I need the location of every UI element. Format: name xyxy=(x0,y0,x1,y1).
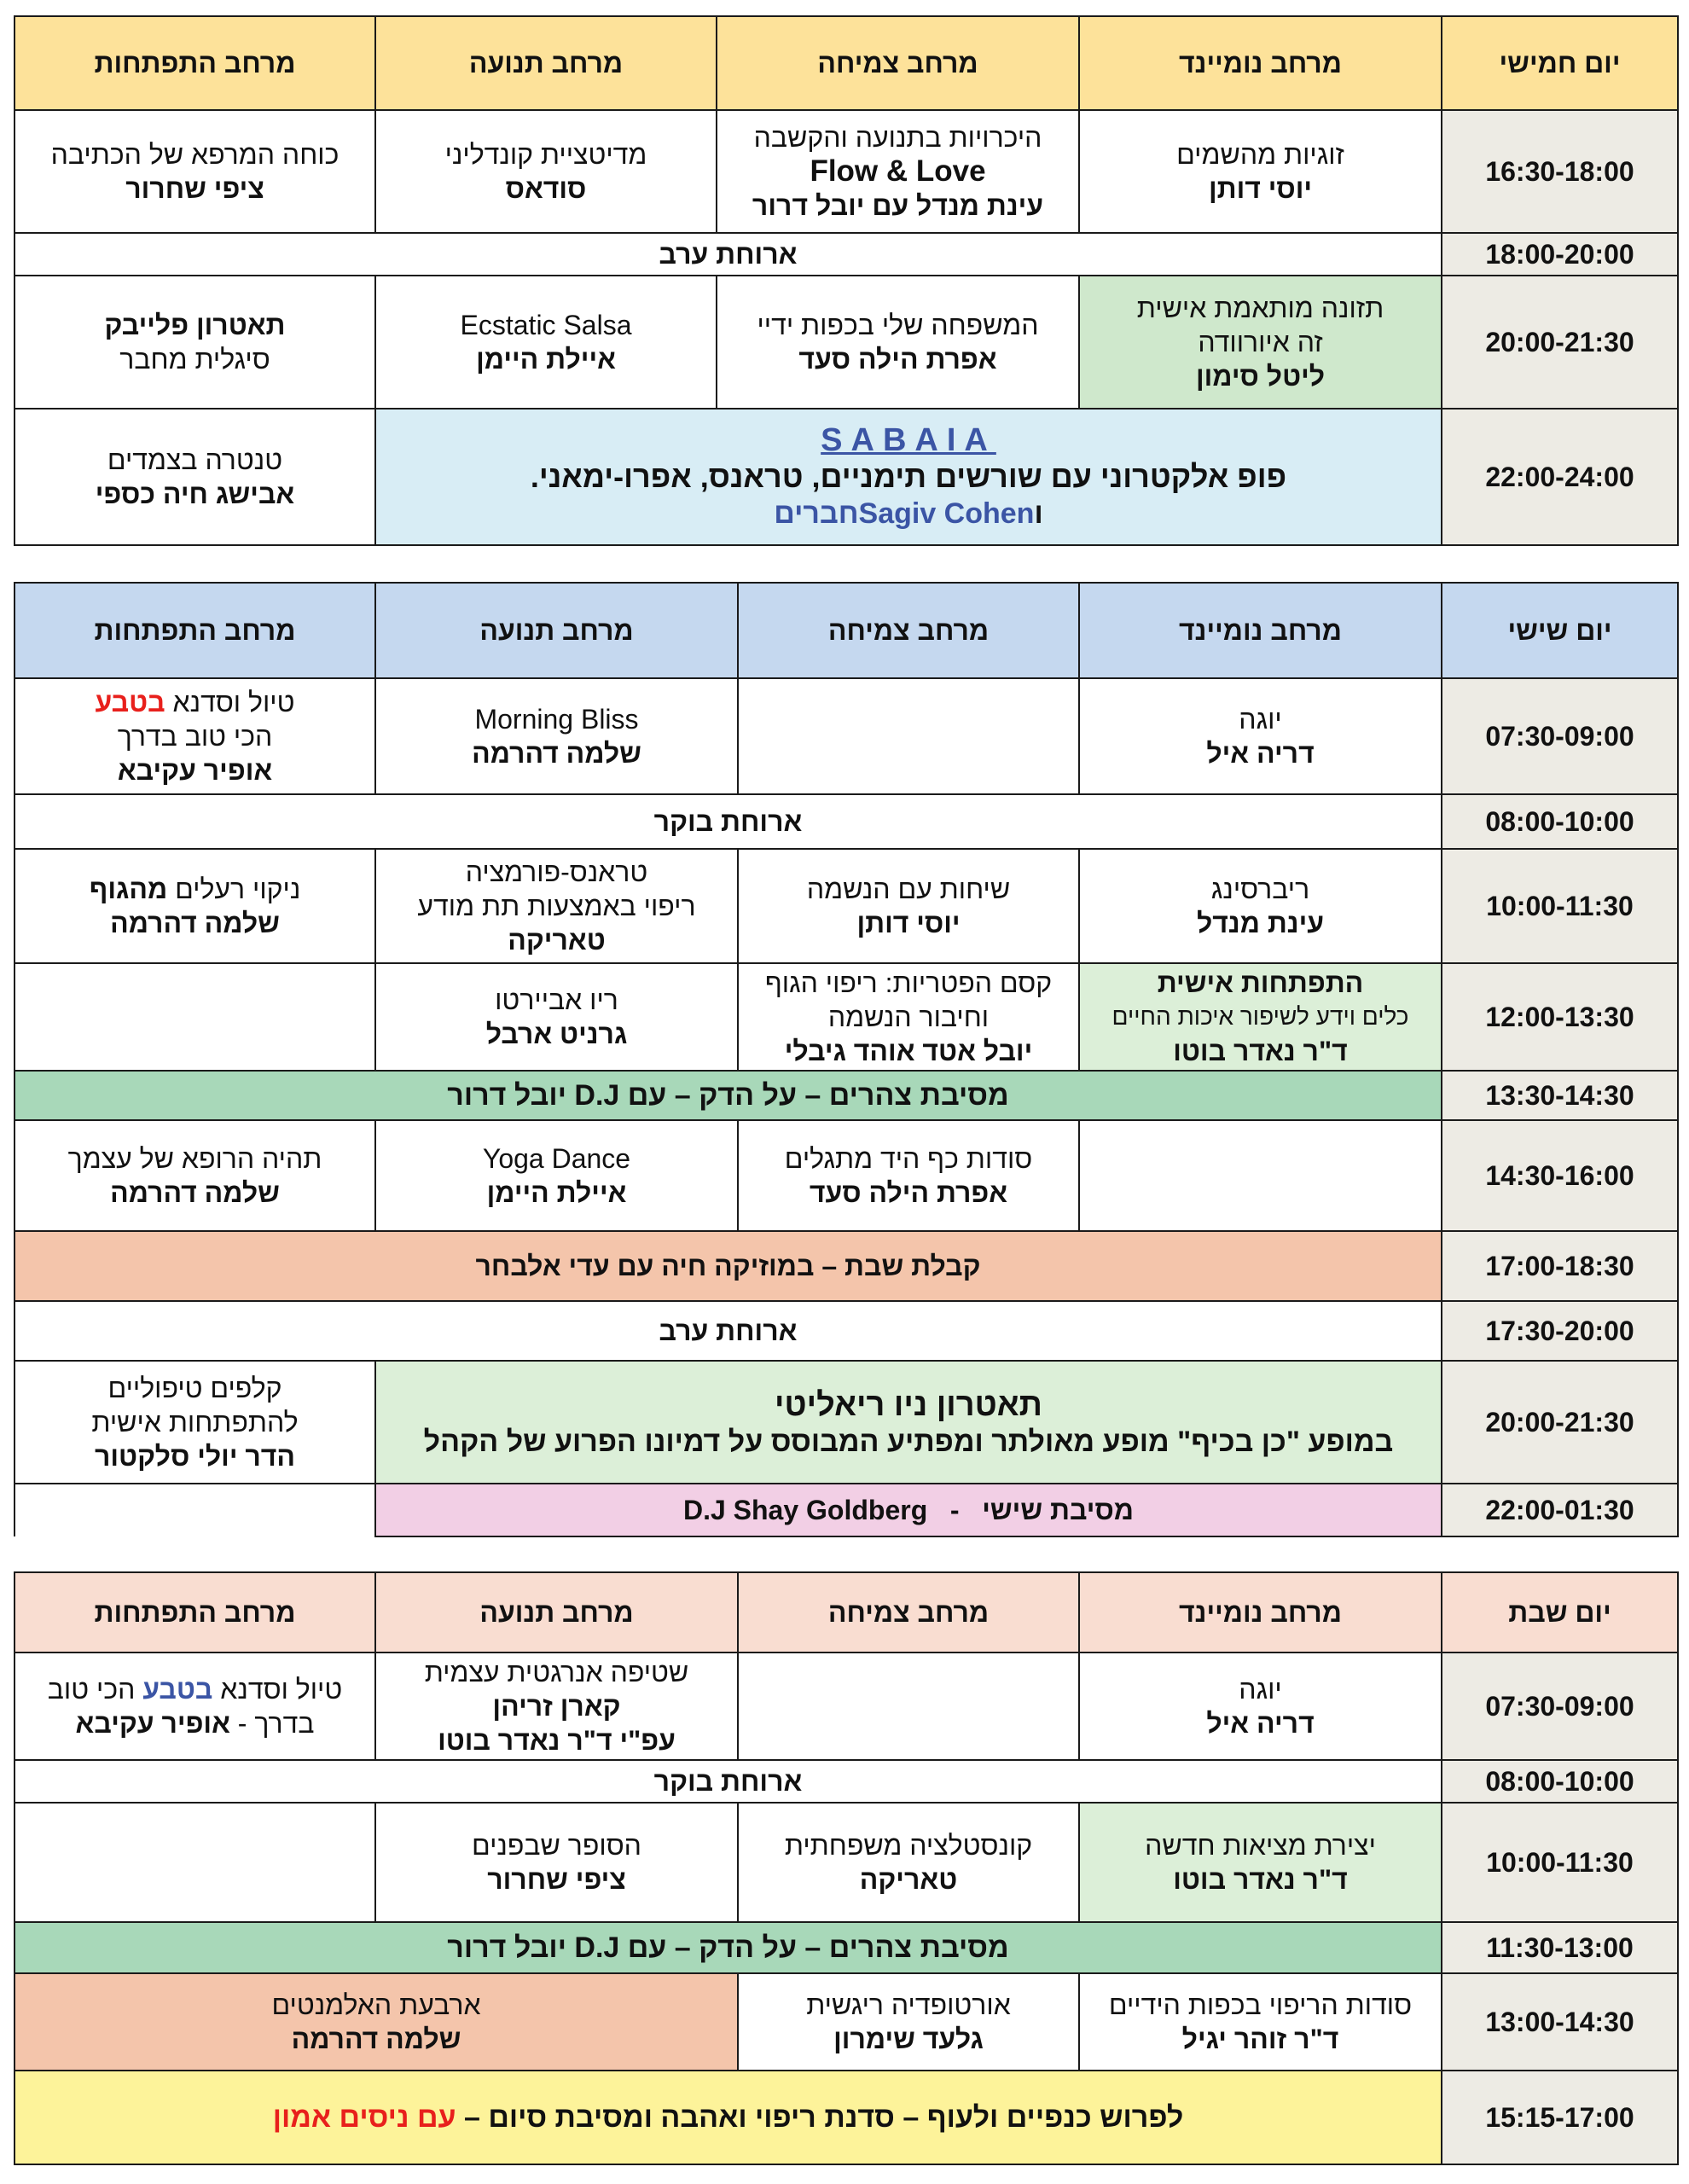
session-cell xyxy=(375,963,738,1071)
session-title xyxy=(22,1672,368,1706)
sabaia-show-cell xyxy=(375,409,1442,545)
party-name: מסיבת שישי xyxy=(982,1495,1135,1525)
session-host: סודאס xyxy=(505,173,587,204)
session-title: המשפחה שלי בכפות ידיי xyxy=(757,310,1039,340)
show-title: תאטרון ניו ריאליטי xyxy=(775,1387,1042,1423)
session-cell xyxy=(15,1361,375,1484)
session-host: ציפי שחרור xyxy=(487,1864,626,1895)
time-slot: 17:00-18:30 xyxy=(1442,1231,1678,1301)
space-header-movement: מרחב תנועה xyxy=(375,1572,738,1653)
session-title: תאטרון פלייבק xyxy=(104,310,286,340)
performers-prefix: ו xyxy=(1034,497,1043,530)
title-text: הכי טוב xyxy=(47,1674,143,1705)
session-title: סודות כף היד מתגלים xyxy=(784,1143,1033,1174)
empty-cell xyxy=(1079,1120,1442,1231)
shabbat-cell: קבלת שבת – במוזיקה חיה עם עדי אלבחר xyxy=(15,1231,1442,1301)
space-header-development: מרחב התפתחות xyxy=(15,583,375,678)
session-host: הדר יולי סלקטור xyxy=(94,1441,296,1472)
session-host: ציפי שחרור xyxy=(125,173,264,204)
session-title: טראנס-פורמציה xyxy=(465,857,648,887)
space-header-movement: מרחב תנועה xyxy=(375,583,738,678)
session-host: אבישג חיה כספי xyxy=(95,479,295,509)
session-title: אורטופדיה ריגשית xyxy=(806,1989,1011,2020)
space-header-development: מרחב התפתחות xyxy=(15,16,375,110)
session-host: איילת היימן xyxy=(486,1177,627,1208)
party-cell: מסיבת צהרים – על הדק – עם D.J יובל דרור xyxy=(15,1922,1442,1973)
day-header: יום חמישי xyxy=(1442,16,1678,110)
highlight-word: מהגוף xyxy=(89,874,168,904)
session-host: יובל אטד אוהד גיבלי xyxy=(784,1036,1033,1066)
space-header-movement: מרחב תנועה xyxy=(375,16,717,110)
table-row xyxy=(15,1973,1678,2071)
time-slot: 16:30-18:00 xyxy=(1442,110,1678,233)
table-row xyxy=(15,1231,1678,1301)
session-cell xyxy=(1079,276,1442,409)
session-title: סודות הריפוי בכפות הידיים xyxy=(1108,1989,1413,2020)
saturday-header-row xyxy=(15,1572,1678,1653)
session-host: עינת מנדל xyxy=(1196,908,1325,938)
session-cell xyxy=(375,110,717,233)
meal-cell: ארוחת בוקר xyxy=(15,1760,1442,1803)
session-host: גלעד שימרון xyxy=(833,2024,984,2054)
session-host: שלמה דהרמה xyxy=(291,2024,461,2054)
session-cell xyxy=(15,1653,375,1760)
session-host: יוסי דותן xyxy=(856,908,961,938)
session-cell xyxy=(375,678,738,794)
session-cell xyxy=(375,276,717,409)
session-subtitle: הכי טוב בדרך xyxy=(117,721,273,752)
session-title: קסם הפטריות: ריפוי הגוף xyxy=(764,967,1053,998)
closing-party-cell xyxy=(15,2071,1442,2164)
table-row xyxy=(15,678,1678,794)
session-cell xyxy=(1079,1803,1442,1922)
session-title: קלפים טיפוליים xyxy=(107,1373,282,1403)
session-cell xyxy=(375,1803,738,1922)
highlight-word: בטבע xyxy=(95,687,165,717)
table-row xyxy=(15,233,1678,276)
thursday-header-row xyxy=(15,16,1678,110)
session-title: ארבעת האלמנטים xyxy=(271,1989,481,2020)
show-description: פופ אלקטרוני עם שורשים תימניים, טראנס, אפרו-ימאני. xyxy=(530,459,1287,494)
empty-cell xyxy=(15,1803,375,1922)
session-title xyxy=(22,872,368,906)
day-header: יום שבת xyxy=(1442,1572,1678,1653)
time-slot: 20:00-21:30 xyxy=(1442,276,1678,409)
session-title: Morning Bliss xyxy=(474,704,639,735)
session-cell xyxy=(15,110,375,233)
session-subtitle: וחיבור הנשמה xyxy=(827,1002,990,1032)
session-host: שלמה דהרמה xyxy=(110,1177,280,1208)
session-host: שלמה דהרמה xyxy=(472,738,641,769)
session-cell xyxy=(375,849,738,963)
space-header-nomind: מרחב נומיינד xyxy=(1079,16,1442,110)
session-host: ד"ר זוהר יגיל xyxy=(1181,2024,1339,2054)
session-cell xyxy=(1079,678,1442,794)
session-subtitle: ריפוי באמצעות תת מודע xyxy=(417,891,696,921)
session-cell xyxy=(15,678,375,794)
session-cell xyxy=(375,1120,738,1231)
session-cell xyxy=(375,1653,738,1760)
session-title: שטיפה אנרגטית עצמית xyxy=(424,1657,689,1687)
session-title: כוחה המרפא של הכתיבה xyxy=(50,139,340,170)
closing-text: לפרוש כנפיים ולעוף – סדנת ריפוי ואהבה ומסיבת סיום – xyxy=(456,2101,1184,2134)
session-cell xyxy=(15,409,375,545)
session-title: יצירת מציאות חדשה xyxy=(1145,1830,1376,1861)
title-text: ניקוי רעלים xyxy=(167,874,301,904)
title-text: טיול וסדנא xyxy=(165,687,295,717)
session-host: אופיר עקיבא xyxy=(117,755,273,786)
session-title: טנטרה בצמדים xyxy=(107,444,283,475)
session-host: טאריקה xyxy=(508,925,606,956)
closing-host: עם ניסים אמון xyxy=(272,2101,456,2134)
time-slot: 15:15-17:00 xyxy=(1442,2071,1678,2164)
table-row xyxy=(15,794,1678,849)
session-title: Ecstatic Salsa xyxy=(460,310,632,340)
session-credit: עפ"י ד"ר נאדר בוטו xyxy=(438,1725,676,1756)
sabaia-link[interactable]: SABAIA xyxy=(821,422,996,458)
table-row xyxy=(15,1922,1678,1973)
session-subtitle: להתפתחות אישית xyxy=(91,1407,299,1438)
session-cell xyxy=(738,1803,1079,1922)
session-host: אפרת הילה סעד xyxy=(809,1177,1008,1208)
table-row xyxy=(15,2071,1678,2164)
time-slot: 22:00-01:30 xyxy=(1442,1484,1678,1536)
session-title: ריברסינג xyxy=(1210,874,1310,904)
session-host: טאריקה xyxy=(859,1864,958,1895)
time-slot: 14:30-16:00 xyxy=(1442,1120,1678,1231)
friday-schedule-table xyxy=(14,582,1679,1537)
session-cell xyxy=(738,849,1079,963)
session-title: ריו אביירטו xyxy=(495,985,618,1015)
performer-name: Sagiv Cohen xyxy=(858,497,1035,530)
highlight-word: בטבע xyxy=(142,1674,213,1705)
thursday-schedule-table xyxy=(14,15,1679,546)
session-subtitle: זה איורוודה xyxy=(1198,327,1323,357)
time-slot: 08:00-10:00 xyxy=(1442,1760,1678,1803)
table-row xyxy=(15,849,1678,963)
session-host: יוסי דותן xyxy=(1208,173,1313,204)
meal-cell: ארוחת בוקר xyxy=(15,794,1442,849)
session-title: תזונה מותאמת אישית xyxy=(1136,293,1384,323)
space-header-growth: מרחב צמיחה xyxy=(738,1572,1079,1653)
friday-header-row xyxy=(15,583,1678,678)
session-title: יוגה xyxy=(1239,704,1282,735)
session-cell xyxy=(738,1120,1079,1231)
session-cell xyxy=(1079,963,1442,1071)
session-title: הסופר שבפנים xyxy=(472,1830,641,1861)
time-slot: 10:00-11:30 xyxy=(1442,1803,1678,1922)
session-title xyxy=(22,685,368,719)
session-host: אופיר עקיבא xyxy=(75,1708,230,1739)
table-row xyxy=(15,1653,1678,1760)
session-host-line xyxy=(22,1706,368,1740)
time-slot: 07:30-09:00 xyxy=(1442,678,1678,794)
session-host: אפרת הילה סעד xyxy=(798,344,997,375)
time-slot: 20:00-21:30 xyxy=(1442,1361,1678,1484)
session-cell xyxy=(738,1973,1079,2071)
show-performers xyxy=(383,497,1434,531)
title-text: בדרך - xyxy=(229,1708,315,1739)
time-slot: 13:30-14:30 xyxy=(1442,1071,1678,1120)
table-row xyxy=(15,1120,1678,1231)
session-title: שיחות עם הנשמה xyxy=(806,874,1011,904)
session-title: יוגה xyxy=(1239,1674,1282,1705)
session-cell xyxy=(717,276,1079,409)
saturday-schedule-table xyxy=(14,1571,1679,2165)
empty-cell xyxy=(15,1484,375,1536)
session-cell xyxy=(717,110,1079,233)
time-slot: 11:30-13:00 xyxy=(1442,1922,1678,1973)
empty-cell xyxy=(738,678,1079,794)
meal-cell: ארוחת ערב xyxy=(15,233,1442,276)
session-cell xyxy=(1079,849,1442,963)
time-slot: 22:00-24:00 xyxy=(1442,409,1678,545)
session-cell xyxy=(1079,110,1442,233)
session-cell xyxy=(1079,1973,1442,2071)
session-host: גרניט ארבל xyxy=(485,1019,628,1049)
table-row xyxy=(15,409,1678,545)
time-slot: 08:00-10:00 xyxy=(1442,794,1678,849)
table-row xyxy=(15,110,1678,233)
show-description: במופע "כן בכיף" מופע מאולתר ומפתיע המבוסס על דמיונו הפרוע של הקהל xyxy=(423,1426,1394,1458)
session-host: ד"ר נאדר בוטו xyxy=(1173,1864,1348,1895)
session-title: קונסטלציה משפחתית xyxy=(784,1830,1033,1861)
session-title: זוגיות מהשמים xyxy=(1176,139,1344,170)
table-row xyxy=(15,1803,1678,1922)
table-row xyxy=(15,1484,1678,1536)
time-slot: 10:00-11:30 xyxy=(1442,849,1678,963)
empty-cell xyxy=(738,1653,1079,1760)
session-subtitle: כלים וידע לשיפור איכות החיים xyxy=(1111,1003,1409,1030)
friday-party-cell: מסיבת שישי - D.J Shay Goldberg xyxy=(375,1484,1442,1536)
table-row xyxy=(15,963,1678,1071)
session-title: התפתחות אישית xyxy=(1157,967,1364,998)
time-slot: 07:30-09:00 xyxy=(1442,1653,1678,1760)
performers-suffix: חברים xyxy=(774,497,859,530)
table-row xyxy=(15,1301,1678,1361)
time-slot: 18:00-20:00 xyxy=(1442,233,1678,276)
table-row xyxy=(15,1071,1678,1120)
session-host: סיגלית מחבר xyxy=(119,344,270,375)
time-slot: 12:00-13:30 xyxy=(1442,963,1678,1071)
space-header-growth: מרחב צמיחה xyxy=(717,16,1079,110)
time-slot: 13:00-14:30 xyxy=(1442,1973,1678,2071)
table-row xyxy=(15,1361,1678,1484)
day-header: יום שישי xyxy=(1442,583,1678,678)
session-host: שלמה דהרמה xyxy=(110,908,280,938)
space-header-development: מרחב התפתחות xyxy=(15,1572,375,1653)
session-cell xyxy=(15,276,375,409)
session-title: תהיה הרופא של עצמך xyxy=(67,1143,322,1174)
dj-name: D.J Shay Goldberg xyxy=(682,1495,928,1525)
session-host: קארן זריהן xyxy=(492,1691,621,1722)
session-host: עינת מנדל עם יובל דרור xyxy=(752,190,1044,221)
empty-cell xyxy=(15,963,375,1071)
session-host: דריה איל xyxy=(1206,1708,1315,1739)
session-title: Yoga Dance xyxy=(482,1143,631,1174)
title-text: טיול וסדנא xyxy=(212,1674,343,1705)
session-host: איילת היימן xyxy=(476,344,616,375)
session-title: מדיטציית קונדליני xyxy=(444,139,647,170)
session-host: ד"ר נאדר בוטו xyxy=(1173,1036,1348,1066)
party-cell: מסיבת צהרים – על הדק – עם D.J יובל דרור xyxy=(15,1071,1442,1120)
session-title: היכרויות בתנועה והקשבה xyxy=(753,122,1042,153)
session-cell xyxy=(15,849,375,963)
space-header-growth: מרחב צמיחה xyxy=(738,583,1079,678)
session-host: ליטל סימון xyxy=(1195,361,1326,392)
session-cell xyxy=(15,1973,738,2071)
table-row xyxy=(15,276,1678,409)
theater-show-cell xyxy=(375,1361,1442,1484)
session-host: דריה איל xyxy=(1206,738,1315,769)
session-cell xyxy=(738,963,1079,1071)
space-header-nomind: מרחב נומיינד xyxy=(1079,1572,1442,1653)
session-subtitle: Flow & Love xyxy=(810,154,986,188)
table-row xyxy=(15,1760,1678,1803)
session-cell xyxy=(15,1120,375,1231)
session-cell xyxy=(1079,1653,1442,1760)
time-slot: 17:30-20:00 xyxy=(1442,1301,1678,1361)
space-header-nomind: מרחב נומיינד xyxy=(1079,583,1442,678)
meal-cell: ארוחת ערב xyxy=(15,1301,1442,1361)
